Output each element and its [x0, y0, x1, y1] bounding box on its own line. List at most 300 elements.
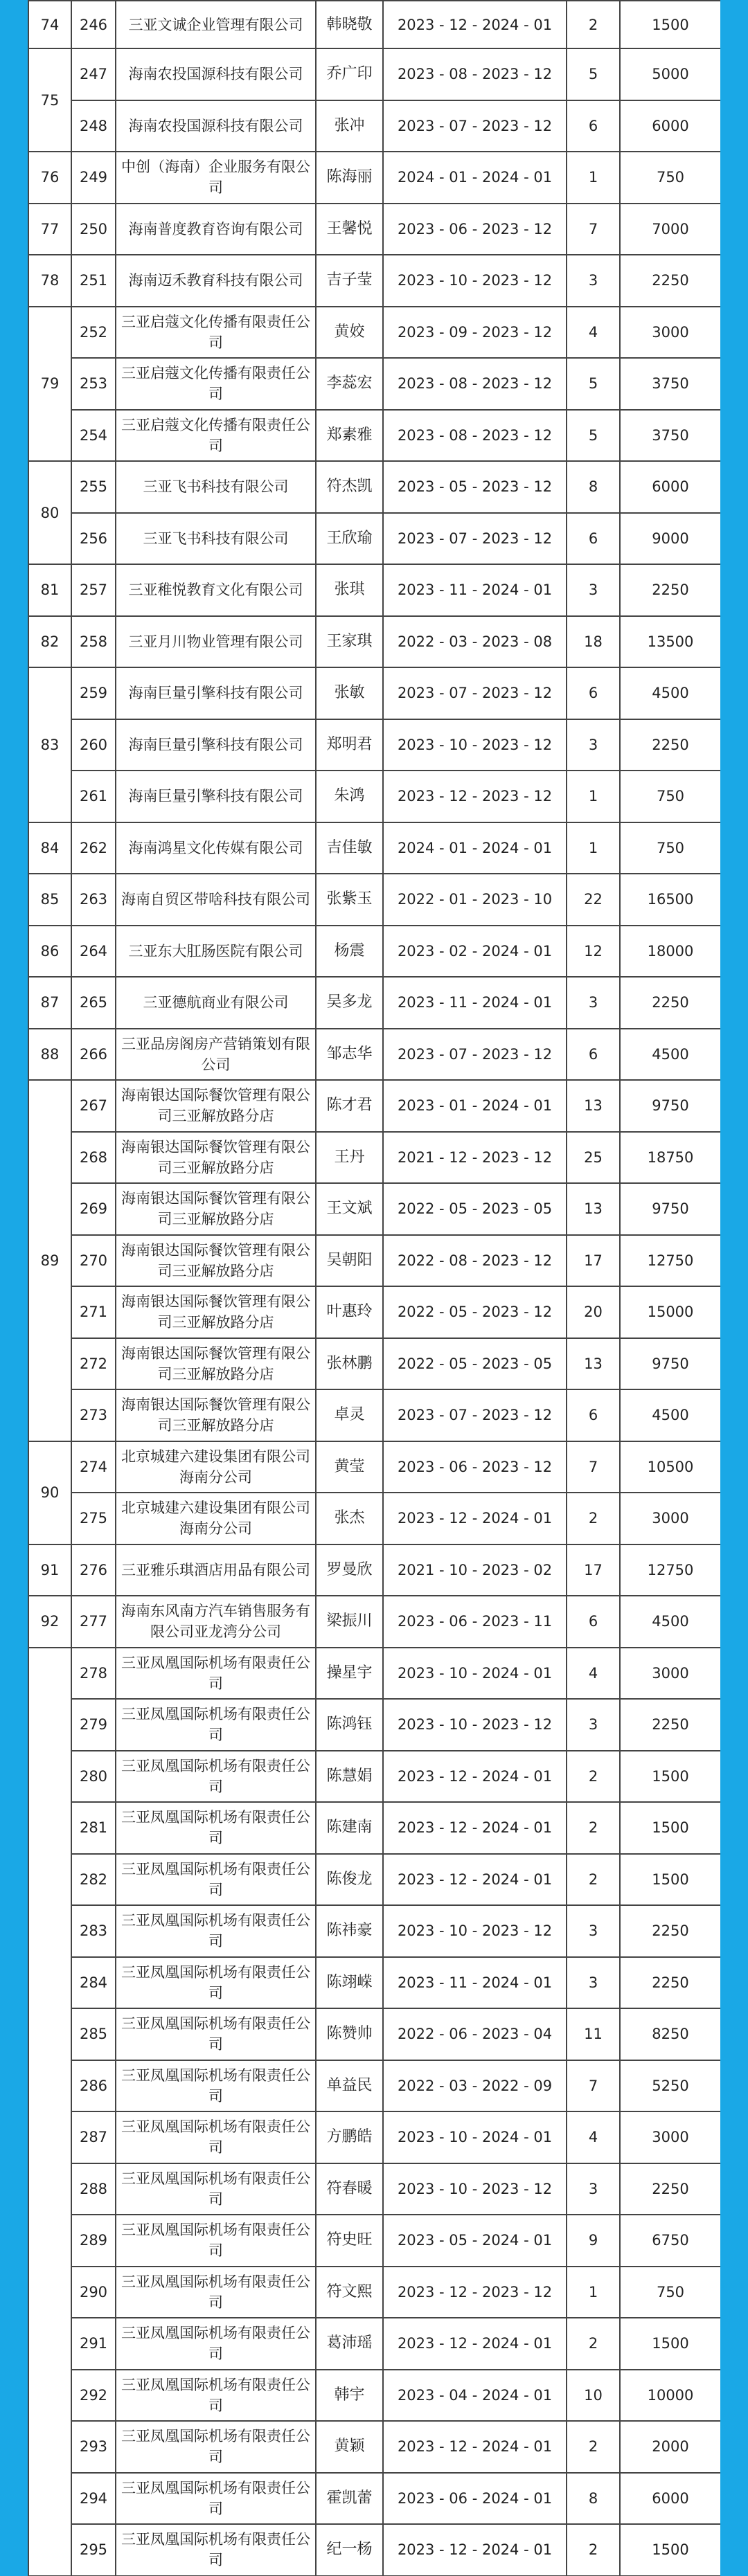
company-cell: 北京城建六建设集团有限公司海南分公司: [116, 1441, 316, 1493]
months-cell: 13: [567, 1080, 620, 1132]
months-cell: 20: [567, 1286, 620, 1338]
table-row: [28, 771, 720, 822]
seq-cell: 285: [71, 2008, 116, 2060]
seq-cell: 259: [71, 667, 116, 719]
seq-cell: 289: [71, 2215, 116, 2267]
months-cell: 2: [567, 2524, 620, 2576]
period-cell: 2023 - 09 - 2023 - 12: [383, 307, 567, 359]
amount-cell: 1500: [620, 1802, 720, 1854]
person-cell: 王欣瑜: [316, 513, 383, 565]
months-cell: 12: [567, 926, 620, 978]
person-cell: 张琪: [316, 564, 383, 616]
person-cell: 邹志华: [316, 1029, 383, 1081]
amount-cell: 2250: [620, 977, 720, 1029]
months-cell: 2: [567, 1751, 620, 1803]
person-cell: 杨震: [316, 926, 383, 978]
amount-cell: 7000: [620, 204, 720, 255]
table-row: [28, 2421, 720, 2473]
amount-cell: 6750: [620, 2215, 720, 2267]
person-cell: 霍凯蕾: [316, 2473, 383, 2525]
months-cell: 13: [567, 1338, 620, 1390]
period-cell: 2022 - 05 - 2023 - 05: [383, 1338, 567, 1390]
period-cell: 2024 - 01 - 2024 - 01: [383, 152, 567, 204]
person-cell: 陈赞帅: [316, 2008, 383, 2060]
period-cell: 2023 - 10 - 2023 - 12: [383, 719, 567, 771]
seq-cell: 292: [71, 2370, 116, 2422]
period-cell: 2023 - 01 - 2024 - 01: [383, 1080, 567, 1132]
table-row: [28, 513, 720, 565]
amount-cell: 9000: [620, 513, 720, 565]
period-cell: 2022 - 03 - 2022 - 09: [383, 2060, 567, 2112]
table-row: [28, 1544, 720, 1596]
seq-cell: 293: [71, 2421, 116, 2473]
amount-cell: 3750: [620, 358, 720, 410]
person-cell: 操星宇: [316, 1648, 383, 1700]
person-cell: 卓灵: [316, 1389, 383, 1441]
table-row: [28, 410, 720, 462]
months-cell: 6: [567, 513, 620, 565]
amount-cell: 2250: [620, 2163, 720, 2215]
table-row: [28, 2215, 720, 2267]
table-row: [28, 2111, 720, 2163]
person-cell: 黄姣: [316, 307, 383, 359]
amount-cell: 9750: [620, 1080, 720, 1132]
period-cell: 2023 - 12 - 2024 - 01: [383, 1493, 567, 1544]
period-cell: 2023 - 12 - 2024 - 01: [383, 1802, 567, 1854]
amount-cell: 10500: [620, 1441, 720, 1493]
company-cell: 三亚凤凰国际机场有限责任公司: [116, 2421, 316, 2473]
months-cell: 8: [567, 2473, 620, 2525]
seq-cell: 294: [71, 2473, 116, 2525]
period-cell: 2023 - 07 - 2023 - 12: [383, 1389, 567, 1441]
period-cell: 2023 - 02 - 2024 - 01: [383, 926, 567, 978]
table-row: [28, 2060, 720, 2112]
amount-cell: 12750: [620, 1544, 720, 1596]
group-number-cell: [28, 1648, 71, 2576]
person-cell: 郑素雅: [316, 410, 383, 462]
months-cell: 6: [567, 1596, 620, 1648]
months-cell: 3: [567, 719, 620, 771]
table-row: [28, 1235, 720, 1287]
period-cell: 2022 - 05 - 2023 - 05: [383, 1183, 567, 1235]
period-cell: 2022 - 05 - 2023 - 12: [383, 1286, 567, 1338]
amount-cell: 3000: [620, 2111, 720, 2163]
amount-cell: 3000: [620, 1493, 720, 1544]
amount-cell: 1500: [620, 1854, 720, 1906]
period-cell: 2023 - 07 - 2023 - 12: [383, 100, 567, 152]
amount-cell: 3000: [620, 1648, 720, 1700]
table-row: [28, 2318, 720, 2370]
table-row: [28, 204, 720, 255]
group-number-cell: 79: [28, 307, 71, 462]
months-cell: 3: [567, 564, 620, 616]
person-cell: 黄莹: [316, 1441, 383, 1493]
period-cell: 2023 - 12 - 2024 - 01: [383, 2318, 567, 2370]
period-cell: 2023 - 07 - 2023 - 12: [383, 1029, 567, 1081]
person-cell: 符文熙: [316, 2267, 383, 2318]
seq-cell: 250: [71, 204, 116, 255]
amount-cell: 2250: [620, 1905, 720, 1957]
amount-cell: 2250: [620, 564, 720, 616]
seq-cell: 281: [71, 1802, 116, 1854]
amount-cell: 18000: [620, 926, 720, 978]
amount-cell: 18750: [620, 1132, 720, 1184]
person-cell: 王家琪: [316, 616, 383, 668]
seq-cell: 249: [71, 152, 116, 204]
seq-cell: 282: [71, 1854, 116, 1906]
table-row: [28, 1751, 720, 1803]
amount-cell: 2250: [620, 1699, 720, 1751]
person-cell: 叶惠玲: [316, 1286, 383, 1338]
person-cell: 方鹏皓: [316, 2111, 383, 2163]
period-cell: 2023 - 12 - 2024 - 01: [383, 2421, 567, 2473]
table-row: [28, 1132, 720, 1184]
group-number-cell: 87: [28, 977, 71, 1029]
company-cell: 三亚凤凰国际机场有限责任公司: [116, 2370, 316, 2422]
company-cell: 三亚启蔻文化传播有限责任公司: [116, 307, 316, 359]
table-row: [28, 822, 720, 874]
person-cell: 吉佳敏: [316, 822, 383, 874]
amount-cell: 4500: [620, 1389, 720, 1441]
seq-cell: 277: [71, 1596, 116, 1648]
company-cell: 三亚稚悦教育文化有限公司: [116, 564, 316, 616]
amount-cell: 750: [620, 822, 720, 874]
period-cell: 2023 - 06 - 2023 - 12: [383, 1441, 567, 1493]
amount-cell: 6000: [620, 461, 720, 513]
company-cell: 海南鸿星文化传媒有限公司: [116, 822, 316, 874]
table-row: [28, 1854, 720, 1906]
period-cell: 2023 - 10 - 2023 - 12: [383, 255, 567, 307]
person-cell: 陈鸿钰: [316, 1699, 383, 1751]
seq-cell: 264: [71, 926, 116, 978]
person-cell: 符杰凯: [316, 461, 383, 513]
seq-cell: 252: [71, 307, 116, 359]
group-number-cell: 84: [28, 822, 71, 874]
months-cell: 3: [567, 1905, 620, 1957]
group-number-cell: 76: [28, 152, 71, 204]
company-cell: 海南迈禾教育科技有限公司: [116, 255, 316, 307]
period-cell: 2023 - 10 - 2023 - 12: [383, 1905, 567, 1957]
amount-cell: 4500: [620, 667, 720, 719]
group-number-cell: 90: [28, 1441, 71, 1544]
period-cell: 2023 - 10 - 2023 - 12: [383, 1699, 567, 1751]
seq-cell: 284: [71, 1957, 116, 2009]
company-cell: 三亚凤凰国际机场有限责任公司: [116, 1802, 316, 1854]
company-cell: 海南银达国际餐饮管理有限公司三亚解放路分店: [116, 1338, 316, 1390]
table-row: [28, 2370, 720, 2422]
group-number-cell: 85: [28, 874, 71, 926]
company-cell: 三亚凤凰国际机场有限责任公司: [116, 2524, 316, 2576]
group-number-cell: 91: [28, 1544, 71, 1596]
seq-cell: 295: [71, 2524, 116, 2576]
person-cell: 李蕊宏: [316, 358, 383, 410]
period-cell: 2023 - 06 - 2024 - 01: [383, 2473, 567, 2525]
person-cell: 王文斌: [316, 1183, 383, 1235]
months-cell: 7: [567, 204, 620, 255]
amount-cell: 750: [620, 2267, 720, 2318]
months-cell: 4: [567, 1648, 620, 1700]
period-cell: 2023 - 06 - 2023 - 11: [383, 1596, 567, 1648]
company-cell: 海南银达国际餐饮管理有限公司三亚解放路分店: [116, 1183, 316, 1235]
seq-cell: 286: [71, 2060, 116, 2112]
table-row: [28, 2473, 720, 2525]
months-cell: 10: [567, 2370, 620, 2422]
company-cell: 海南银达国际餐饮管理有限公司三亚解放路分店: [116, 1286, 316, 1338]
amount-cell: 15000: [620, 1286, 720, 1338]
table-row: [28, 1441, 720, 1493]
period-cell: 2022 - 06 - 2023 - 04: [383, 2008, 567, 2060]
company-cell: 三亚飞书科技有限公司: [116, 461, 316, 513]
seq-cell: 261: [71, 771, 116, 822]
person-cell: 张敏: [316, 667, 383, 719]
period-cell: 2023 - 12 - 2024 - 01: [383, 1751, 567, 1803]
company-cell: 三亚凤凰国际机场有限责任公司: [116, 2473, 316, 2525]
company-cell: 海南东风南方汽车销售服务有限公司亚龙湾分公司: [116, 1596, 316, 1648]
company-cell: 三亚凤凰国际机场有限责任公司: [116, 1854, 316, 1906]
seq-cell: 288: [71, 2163, 116, 2215]
months-cell: 4: [567, 307, 620, 359]
company-cell: 海南巨量引擎科技有限公司: [116, 667, 316, 719]
group-number-cell: 83: [28, 667, 71, 822]
group-number-cell: 81: [28, 564, 71, 616]
person-cell: 韩晓敬: [316, 1, 383, 48]
group-number-cell: 75: [28, 48, 71, 152]
table-row: [28, 564, 720, 616]
amount-cell: 1500: [620, 2524, 720, 2576]
months-cell: 5: [567, 410, 620, 462]
amount-cell: 2000: [620, 2421, 720, 2473]
table-row: [28, 1080, 720, 1132]
period-cell: 2023 - 04 - 2024 - 01: [383, 2370, 567, 2422]
months-cell: 6: [567, 667, 620, 719]
table-row: [28, 719, 720, 771]
group-number-cell: 82: [28, 616, 71, 668]
seq-cell: 279: [71, 1699, 116, 1751]
person-cell: 张冲: [316, 100, 383, 152]
period-cell: 2023 - 11 - 2024 - 01: [383, 1957, 567, 2009]
person-cell: 纪一杨: [316, 2524, 383, 2576]
months-cell: 2: [567, 1493, 620, 1544]
months-cell: 11: [567, 2008, 620, 2060]
company-cell: 海南自贸区带啥科技有限公司: [116, 874, 316, 926]
seq-cell: 287: [71, 2111, 116, 2163]
months-cell: 3: [567, 977, 620, 1029]
period-cell: 2023 - 07 - 2023 - 12: [383, 667, 567, 719]
table-row: [28, 2008, 720, 2060]
seq-cell: 280: [71, 1751, 116, 1803]
table-row: [28, 874, 720, 926]
seq-cell: 275: [71, 1493, 116, 1544]
seq-cell: 271: [71, 1286, 116, 1338]
amount-cell: 750: [620, 771, 720, 822]
period-cell: 2022 - 08 - 2023 - 12: [383, 1235, 567, 1287]
table-row: [28, 100, 720, 152]
table-row: [28, 1957, 720, 2009]
table-row: [28, 1286, 720, 1338]
person-cell: 陈建南: [316, 1802, 383, 1854]
table-row: [28, 1802, 720, 1854]
period-cell: 2021 - 12 - 2023 - 12: [383, 1132, 567, 1184]
table-row: [28, 1, 720, 48]
months-cell: 8: [567, 461, 620, 513]
period-cell: 2022 - 01 - 2023 - 10: [383, 874, 567, 926]
company-cell: 海南农投国源科技有限公司: [116, 100, 316, 152]
months-cell: 1: [567, 822, 620, 874]
subsidy-table-sheet: [28, 0, 720, 2576]
months-cell: 3: [567, 1699, 620, 1751]
company-cell: 三亚启蔻文化传播有限责任公司: [116, 410, 316, 462]
seq-cell: 263: [71, 874, 116, 926]
amount-cell: 12750: [620, 1235, 720, 1287]
amount-cell: 10000: [620, 2370, 720, 2422]
table-row: [28, 1905, 720, 1957]
period-cell: 2023 - 10 - 2024 - 01: [383, 2111, 567, 2163]
months-cell: 7: [567, 1441, 620, 1493]
months-cell: 4: [567, 2111, 620, 2163]
amount-cell: 9750: [620, 1183, 720, 1235]
amount-cell: 4500: [620, 1596, 720, 1648]
company-cell: 三亚凤凰国际机场有限责任公司: [116, 2008, 316, 2060]
group-number-cell: 78: [28, 255, 71, 307]
seq-cell: 272: [71, 1338, 116, 1390]
company-cell: 海南银达国际餐饮管理有限公司三亚解放路分店: [116, 1080, 316, 1132]
table-row: [28, 1493, 720, 1544]
person-cell: 罗曼欣: [316, 1544, 383, 1596]
person-cell: 乔广印: [316, 48, 383, 100]
amount-cell: 6000: [620, 100, 720, 152]
table-row: [28, 1183, 720, 1235]
table-row: [28, 1338, 720, 1390]
company-cell: 海南银达国际餐饮管理有限公司三亚解放路分店: [116, 1389, 316, 1441]
amount-cell: 5000: [620, 48, 720, 100]
period-cell: 2023 - 06 - 2023 - 12: [383, 204, 567, 255]
amount-cell: 2250: [620, 255, 720, 307]
company-cell: 海南银达国际餐饮管理有限公司三亚解放路分店: [116, 1132, 316, 1184]
period-cell: 2023 - 11 - 2024 - 01: [383, 564, 567, 616]
months-cell: 22: [567, 874, 620, 926]
company-cell: 三亚凤凰国际机场有限责任公司: [116, 2267, 316, 2318]
subsidy-table: [28, 0, 720, 2576]
person-cell: 符史旺: [316, 2215, 383, 2267]
company-cell: 三亚凤凰国际机场有限责任公司: [116, 2215, 316, 2267]
person-cell: 韩宇: [316, 2370, 383, 2422]
person-cell: 黄颖: [316, 2421, 383, 2473]
company-cell: 三亚月川物业管理有限公司: [116, 616, 316, 668]
group-number-cell: 74: [28, 1, 71, 48]
seq-cell: 266: [71, 1029, 116, 1081]
seq-cell: 253: [71, 358, 116, 410]
person-cell: 朱鸿: [316, 771, 383, 822]
group-number-cell: 88: [28, 1029, 71, 1081]
period-cell: 2023 - 05 - 2023 - 12: [383, 461, 567, 513]
period-cell: 2023 - 08 - 2023 - 12: [383, 48, 567, 100]
months-cell: 1: [567, 2267, 620, 2318]
period-cell: 2023 - 12 - 2023 - 12: [383, 2267, 567, 2318]
person-cell: 吴朝阳: [316, 1235, 383, 1287]
person-cell: 郑明君: [316, 719, 383, 771]
company-cell: 海南巨量引擎科技有限公司: [116, 771, 316, 822]
company-cell: 三亚启蔻文化传播有限责任公司: [116, 358, 316, 410]
company-cell: 三亚德航商业有限公司: [116, 977, 316, 1029]
months-cell: 2: [567, 1, 620, 48]
seq-cell: 273: [71, 1389, 116, 1441]
company-cell: 三亚飞书科技有限公司: [116, 513, 316, 565]
person-cell: 符春暖: [316, 2163, 383, 2215]
period-cell: 2024 - 01 - 2024 - 01: [383, 822, 567, 874]
months-cell: 3: [567, 1957, 620, 2009]
months-cell: 2: [567, 2421, 620, 2473]
amount-cell: 2250: [620, 1957, 720, 2009]
amount-cell: 750: [620, 152, 720, 204]
amount-cell: 1500: [620, 1, 720, 48]
months-cell: 7: [567, 2060, 620, 2112]
person-cell: 陈俊龙: [316, 1854, 383, 1906]
table-row: [28, 1596, 720, 1648]
person-cell: 陈海丽: [316, 152, 383, 204]
table-row: [28, 461, 720, 513]
period-cell: 2023 - 07 - 2023 - 12: [383, 513, 567, 565]
period-cell: 2023 - 10 - 2024 - 01: [383, 1648, 567, 1700]
seq-cell: 268: [71, 1132, 116, 1184]
person-cell: 陈翊嵘: [316, 1957, 383, 2009]
seq-cell: 260: [71, 719, 116, 771]
table-row: [28, 152, 720, 204]
group-number-cell: 77: [28, 204, 71, 255]
period-cell: 2023 - 12 - 2024 - 01: [383, 1, 567, 48]
period-cell: 2023 - 05 - 2024 - 01: [383, 2215, 567, 2267]
table-row: [28, 1699, 720, 1751]
person-cell: 陈祎豪: [316, 1905, 383, 1957]
company-cell: 三亚凤凰国际机场有限责任公司: [116, 2060, 316, 2112]
period-cell: 2022 - 03 - 2023 - 08: [383, 616, 567, 668]
period-cell: 2023 - 08 - 2023 - 12: [383, 410, 567, 462]
table-row: [28, 2524, 720, 2576]
amount-cell: 3000: [620, 307, 720, 359]
group-number-cell: 86: [28, 926, 71, 978]
table-row: [28, 2163, 720, 2215]
amount-cell: 1500: [620, 1751, 720, 1803]
company-cell: 三亚凤凰国际机场有限责任公司: [116, 1957, 316, 2009]
months-cell: 18: [567, 616, 620, 668]
company-cell: 三亚凤凰国际机场有限责任公司: [116, 2318, 316, 2370]
company-cell: 三亚凤凰国际机场有限责任公司: [116, 1699, 316, 1751]
table-row: [28, 307, 720, 359]
period-cell: 2023 - 12 - 2024 - 01: [383, 2524, 567, 2576]
table-row: [28, 667, 720, 719]
table-row: [28, 1648, 720, 1700]
amount-cell: 13500: [620, 616, 720, 668]
amount-cell: 6000: [620, 2473, 720, 2525]
amount-cell: 2250: [620, 719, 720, 771]
person-cell: 单益民: [316, 2060, 383, 2112]
table-row: [28, 926, 720, 978]
months-cell: 3: [567, 2163, 620, 2215]
seq-cell: 290: [71, 2267, 116, 2318]
months-cell: 1: [567, 771, 620, 822]
amount-cell: 9750: [620, 1338, 720, 1390]
seq-cell: 265: [71, 977, 116, 1029]
company-cell: 三亚东大肛肠医院有限公司: [116, 926, 316, 978]
months-cell: 5: [567, 358, 620, 410]
period-cell: 2023 - 12 - 2024 - 01: [383, 1854, 567, 1906]
person-cell: 吉子莹: [316, 255, 383, 307]
period-cell: 2023 - 11 - 2024 - 01: [383, 977, 567, 1029]
table-row: [28, 1389, 720, 1441]
months-cell: 25: [567, 1132, 620, 1184]
months-cell: 13: [567, 1183, 620, 1235]
company-cell: 三亚文诚企业管理有限公司: [116, 1, 316, 48]
person-cell: 张林鹏: [316, 1338, 383, 1390]
